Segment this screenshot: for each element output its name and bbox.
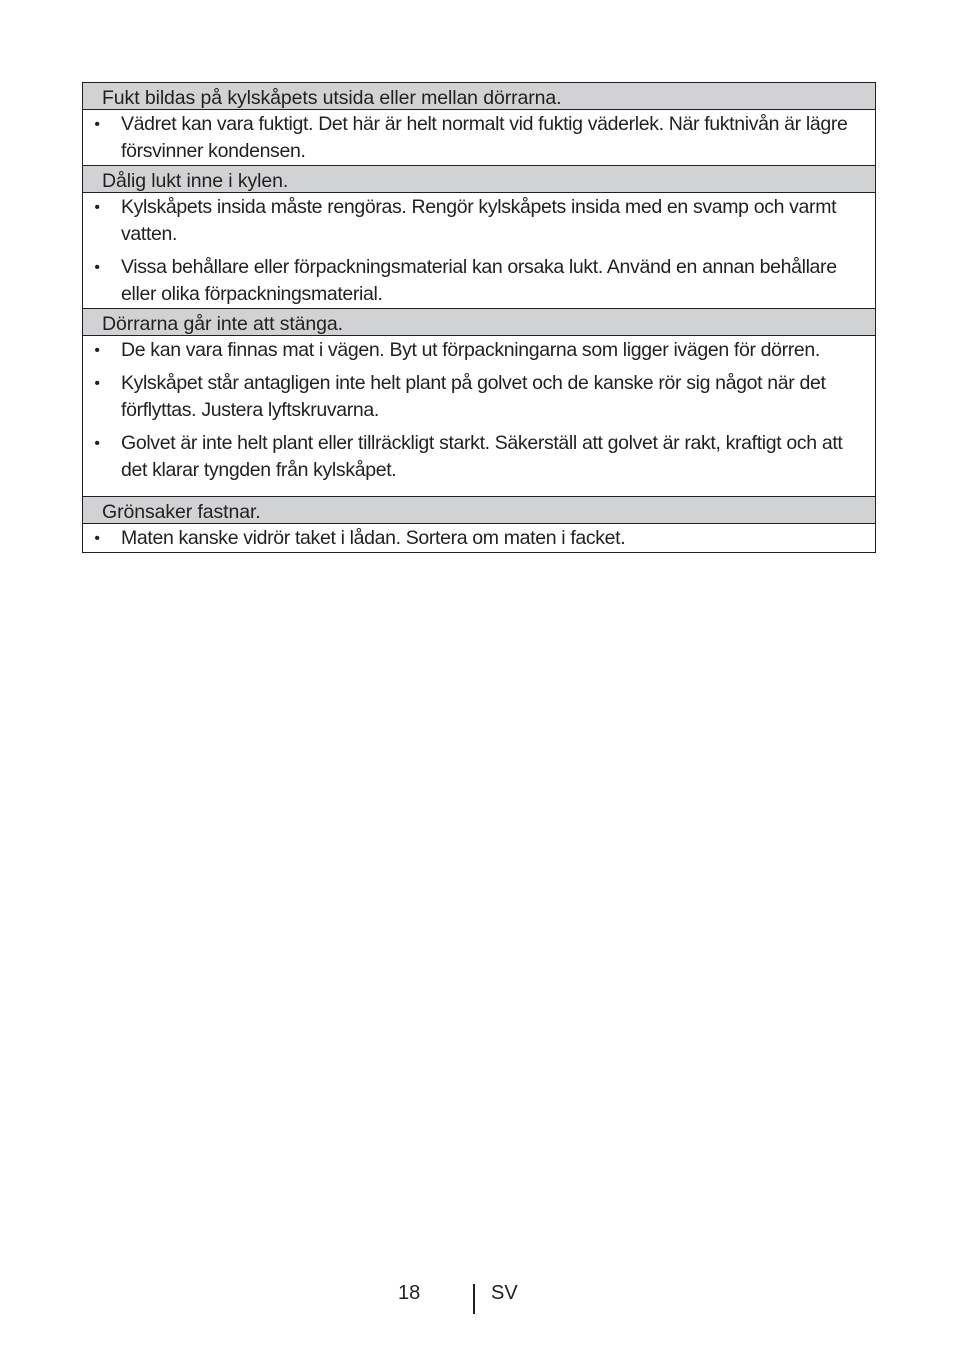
list-item	[83, 337, 863, 364]
page-number: 18	[398, 1282, 421, 1304]
bullet-icon: •	[94, 375, 100, 392]
list-item	[83, 430, 863, 484]
list-item-text: Kylskåpet står antagligen inte helt plant på golvet och de kanske rör sig något när det förflyttas. Justera lyftskruvarna.	[121, 372, 826, 421]
page-footer	[0, 1280, 954, 1316]
section-header-vegetables-stuck: Grönsaker fastnar.	[83, 497, 875, 524]
list-item-text: Maten kanske vidrör taket i lådan. Sortera om maten i facket.	[121, 527, 626, 549]
list-item-text: Vädret kan vara fuktigt. Det här är helt normalt vid fuktig väderlek. När fuktnivån är lägre försvinner kondensen.	[121, 113, 848, 162]
section-body-bad-smell	[83, 193, 875, 309]
list-item	[83, 194, 863, 248]
list-item	[83, 111, 863, 165]
bullet-icon: •	[94, 435, 100, 452]
bullet-icon: •	[94, 342, 100, 359]
list-item-text: De kan vara finnas mat i vägen. Byt ut förpackningarna som ligger ivägen för dörren.	[121, 339, 820, 361]
section-header-bad-smell: Dålig lukt inne i kylen.	[83, 166, 875, 193]
bullet-icon: •	[94, 199, 100, 216]
bullet-icon: •	[94, 530, 100, 547]
list-item-text: Golvet är inte helt plant eller tillräckligt starkt. Säkerställ att golvet är rakt, kraftigt och att det klarar tyngden från kylskåpet.	[121, 432, 843, 481]
section-body-vegetables-stuck	[83, 524, 875, 553]
section-body-doors-wont-close	[83, 336, 875, 497]
section-body-condensation	[83, 110, 875, 166]
list-item-text: Vissa behållare eller förpackningsmaterial kan orsaka lukt. Använd en annan behållare eller olika förpackningsmaterial.	[121, 256, 837, 305]
list-item	[83, 525, 863, 552]
footer-divider	[473, 1284, 475, 1314]
section-header-doors-wont-close: Dörrarna går inte att stänga.	[83, 309, 875, 336]
language-code: SV	[491, 1282, 518, 1304]
bullet-icon: •	[94, 259, 100, 276]
troubleshooting-table	[82, 82, 876, 553]
bullet-icon: •	[94, 116, 100, 133]
list-item	[83, 254, 863, 308]
list-item	[83, 370, 863, 424]
list-item-text: Kylskåpets insida måste rengöras. Rengör kylskåpets insida med en svamp och varmt vatten.	[121, 196, 837, 245]
section-header-condensation: Fukt bildas på kylskåpets utsida eller mellan dörrarna.	[83, 83, 875, 110]
